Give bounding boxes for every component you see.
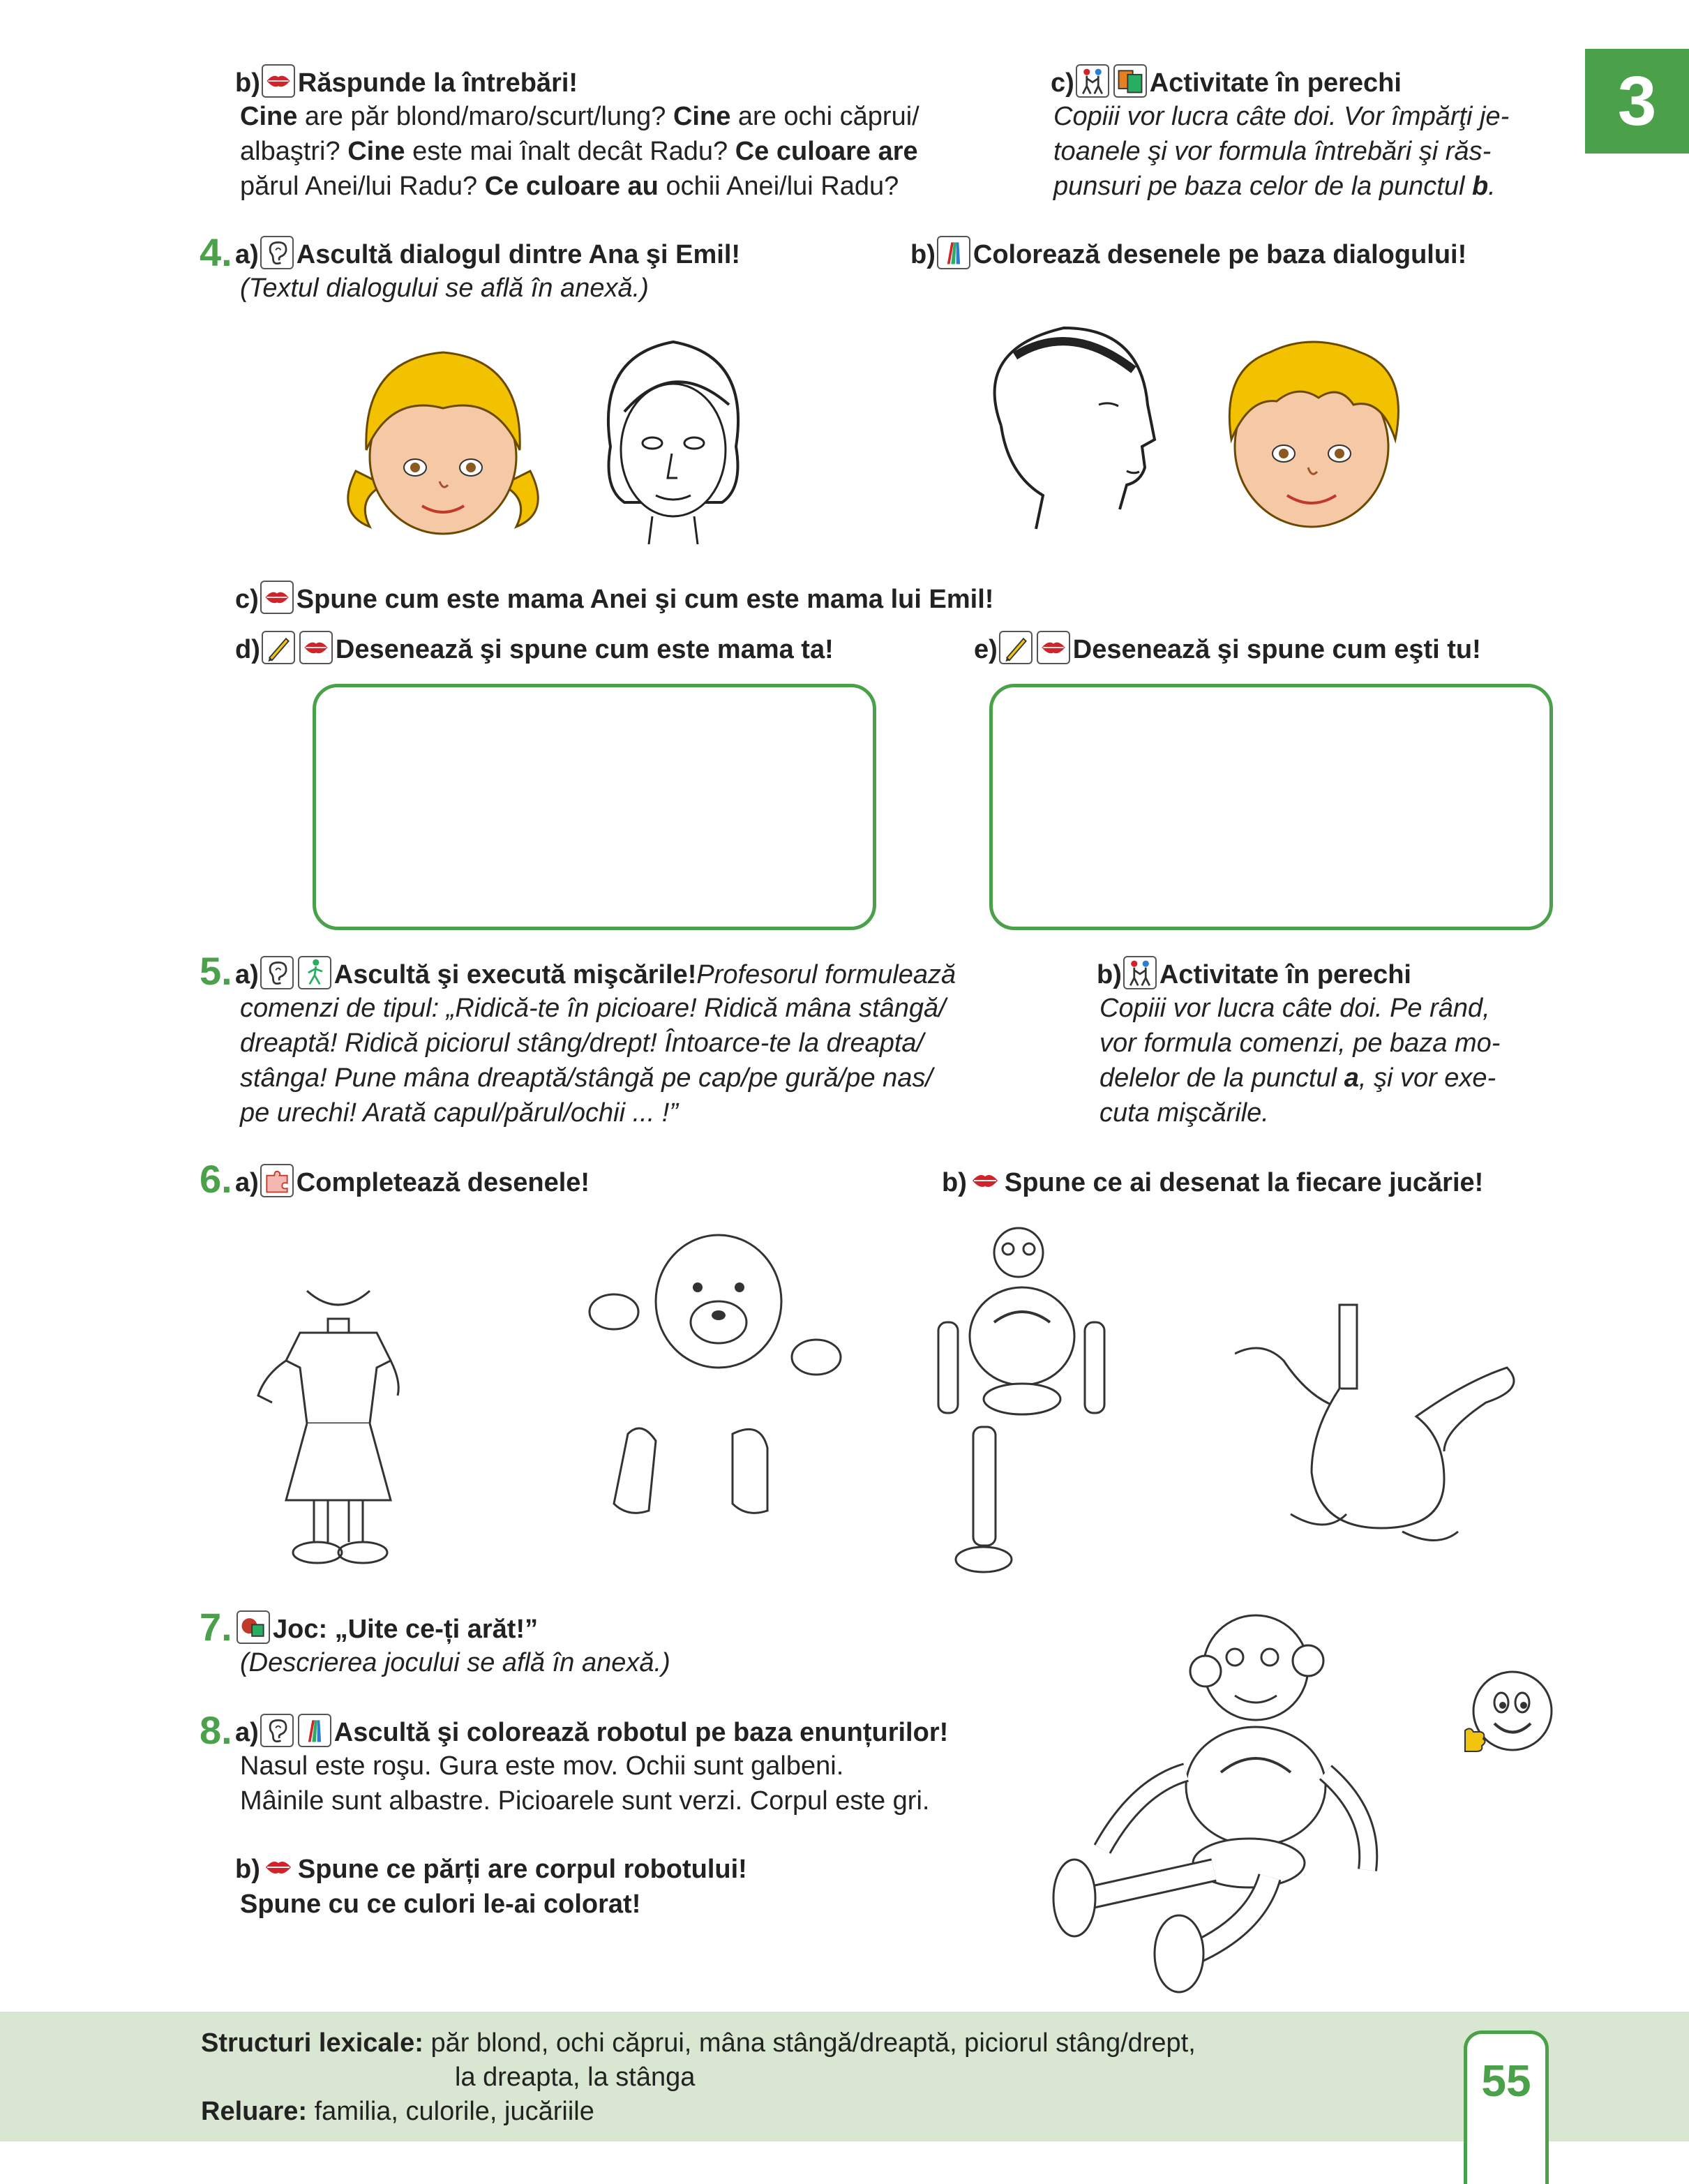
text-part: punsuri pe baza celor de la punctul (1053, 172, 1472, 201)
text-line: Copiii vor lucra câte doi. Pe rând, (1099, 994, 1490, 1023)
lips-icon (299, 631, 333, 664)
text-part: . (1488, 172, 1496, 201)
question-part: este mai înalt decât Radu? (405, 137, 735, 166)
ex4b-heading (910, 236, 1466, 274)
pair-activity-icon (1123, 956, 1157, 989)
smiley-thumbs-up-icon (1458, 1668, 1556, 1765)
ex7-heading (235, 1610, 538, 1648)
text-line: pe urechi! Arată capul/părul/ochii ... !” (240, 1098, 679, 1128)
ex7-note: (Descrierea jocului se află în anexă.) (240, 1648, 670, 1677)
top-left-heading (235, 64, 578, 102)
question-part: are ochi căprui/ (730, 102, 919, 131)
item-label: b) (1097, 960, 1122, 989)
section-title: Spune cum este mama Anei şi cum este mama lui Emil! (296, 585, 994, 614)
section-title: Completează desenele! (296, 1168, 590, 1197)
item-label: a) (235, 240, 259, 269)
woman-headband-profile-drawing (959, 307, 1169, 530)
review-line (201, 2094, 594, 2129)
text-line: cuta mişcările. (1099, 1098, 1269, 1128)
question-line (240, 169, 919, 204)
section-title: Ascultă şi execută mişcările! (333, 960, 697, 989)
item-label: c) (235, 585, 259, 614)
question-bold-part: Cine (673, 102, 731, 131)
section-title: Ascultă dialogul dintre Ana şi Emil! (296, 240, 741, 269)
item-label: b) (942, 1168, 967, 1197)
item-label: b) (235, 1855, 260, 1884)
woman-bob-drawing (583, 328, 764, 551)
item-label: b) (235, 68, 260, 98)
lexical-structures (201, 2026, 1196, 2060)
question-part: are păr blond/maro/scurt/lung? (297, 102, 673, 131)
ex5a-heading (235, 956, 956, 994)
question-bold-part: Cine (347, 137, 405, 166)
drawing-box-mother[interactable] (313, 684, 876, 930)
chapter-tab (1585, 49, 1689, 154)
text-part: , şi vor exe- (1358, 1063, 1496, 1093)
section-title: Spune ce părți are corpul robotului! (297, 1855, 747, 1884)
section-title: Colorează desenele pe baza dialogului! (973, 240, 1467, 269)
lips-icon (260, 581, 294, 614)
robot-sitting-drawing (1046, 1605, 1409, 1996)
section-title: Joc: „Uite ce-ți arăt!” (273, 1615, 539, 1644)
robot-standing-drawing (928, 1218, 1116, 1580)
section-title: Activitate în perechi (1159, 960, 1411, 989)
text-line: Copiii vor lucra câte doi. Vor împărţi je- (1053, 102, 1510, 131)
ear-icon (260, 1714, 294, 1747)
question-bold-part: Cine (240, 102, 298, 131)
item-label: b) (910, 240, 936, 269)
ex8b-heading (235, 1850, 747, 1888)
ex6b-heading (942, 1164, 1483, 1202)
ex5a-text (240, 991, 946, 1130)
question-bold-part: Ce culoare are (735, 137, 918, 166)
teddy-bear-drawing (586, 1232, 844, 1553)
top-right-text (1053, 99, 1509, 204)
text-line: comenzi de tipul: „Ridică-te în picioare! Ridică mâna stângă/ (240, 994, 946, 1023)
question-bold-part: Ce culoare au (484, 172, 659, 201)
top-left-questions (240, 99, 919, 204)
item-label: e) (974, 635, 998, 664)
text-line: Mâinile sunt albastre. Picioarele sunt verzi. Corpul este gri. (240, 1786, 930, 1816)
doll-drawing (251, 1277, 426, 1570)
ex5b-heading (1097, 956, 1411, 994)
text-line: Nasul este roşu. Gura este mov. Ochii sunt galbeni. (240, 1751, 844, 1781)
section-title: Spune ce ai desenat la fiecare jucărie! (1004, 1168, 1484, 1197)
ex6a-heading (235, 1164, 590, 1202)
puzzle-icon (260, 1164, 294, 1197)
ex4e-heading (974, 631, 1481, 668)
text-line: toanele şi vor formula întrebări şi răs- (1053, 137, 1492, 166)
page-number: 55 (1481, 2056, 1531, 2106)
text-line (1099, 1061, 1500, 1095)
page-number-box (1464, 2030, 1549, 2184)
exercise-number-8: 8. (200, 1708, 232, 1752)
boy-curly-drawing (1200, 328, 1423, 544)
pencil-icon (999, 631, 1033, 664)
lips-icon (1037, 631, 1070, 664)
section-title: Desenează şi spune cum eşti tu! (1072, 635, 1481, 664)
ex8a-heading (235, 1714, 948, 1751)
review-label: Reluare: (201, 2097, 308, 2126)
lips-icon (968, 1164, 1002, 1197)
text-line (1053, 169, 1509, 204)
ex4a-heading (235, 236, 740, 274)
item-label: d) (235, 635, 260, 664)
pencil-icon (262, 631, 295, 664)
text-line: dreaptă! Ridică piciorul stâng/drept! Întoarce-te la dreapta/ (240, 1029, 924, 1058)
ex4c-heading (235, 581, 993, 618)
exercise-number-6: 6. (200, 1157, 232, 1201)
lips-icon (262, 1850, 295, 1884)
lexical-line: la dreapta, la stânga (455, 2063, 696, 2092)
text-part: Profesorul formulează (696, 960, 956, 989)
exercise-number-7: 7. (200, 1605, 232, 1649)
lexical-line: păr blond, ochi căprui, mâna stângă/dreaptă, piciorul stâng/drept, (430, 2028, 1196, 2058)
ear-icon (260, 236, 294, 269)
section-title: Ascultă şi colorează robotul pe baza enunțurilor! (333, 1718, 949, 1747)
section-title: Răspunde la întrebări! (297, 68, 578, 98)
item-label: c) (1051, 68, 1074, 98)
section-title: Activitate în perechi (1149, 68, 1402, 98)
drawing-box-self[interactable] (989, 684, 1553, 930)
ex4a-note: (Textul dialogului se află în anexă.) (240, 274, 649, 303)
pair-activity-icon (1076, 64, 1109, 98)
text-bold-part: a (1344, 1063, 1359, 1093)
question-part: părul Anei/lui Radu? (240, 172, 485, 201)
question-line (240, 99, 919, 134)
question-part: ochii Anei/lui Radu? (658, 172, 899, 201)
section-title: Desenează şi spune cum este mama ta! (335, 635, 834, 664)
exercise-number-5: 5. (200, 949, 232, 993)
crayons-icon (937, 236, 970, 269)
cards-icon (1113, 64, 1147, 98)
text-line: stânga! Pune mâna dreaptă/stângă pe cap/pe gură/pe nas/ (240, 1063, 933, 1093)
exercise-number-4: 4. (200, 230, 232, 274)
lexical-label: Structuri lexicale: (201, 2028, 423, 2058)
ex8b-line2: Spune cu ce culori le-ai colorat! (240, 1890, 641, 1919)
lips-icon (262, 64, 295, 98)
question-line (240, 134, 919, 169)
item-label: a) (235, 960, 259, 989)
girl-pigtails-drawing (328, 331, 558, 548)
text-line: vor formula comenzi, pe baza mo- (1099, 1029, 1501, 1058)
ex4d-heading (235, 631, 834, 668)
top-right-heading (1051, 64, 1402, 102)
text-part: delelor de la punctul (1099, 1063, 1344, 1093)
item-label: a) (235, 1168, 259, 1197)
game-icon (237, 1610, 270, 1644)
dinosaur-drawing (1235, 1291, 1542, 1556)
question-part: albaştri? (240, 137, 348, 166)
walking-figure-icon (298, 956, 331, 989)
item-label: a) (235, 1718, 259, 1747)
ex8a-text (240, 1749, 929, 1818)
ex5b-text (1099, 991, 1500, 1130)
ear-icon (260, 956, 294, 989)
crayons-icon (298, 1714, 331, 1747)
chapter-number: 3 (1617, 62, 1657, 140)
review-text: familia, culorile, jucăriile (314, 2097, 594, 2126)
text-bold-part: b (1471, 172, 1489, 201)
